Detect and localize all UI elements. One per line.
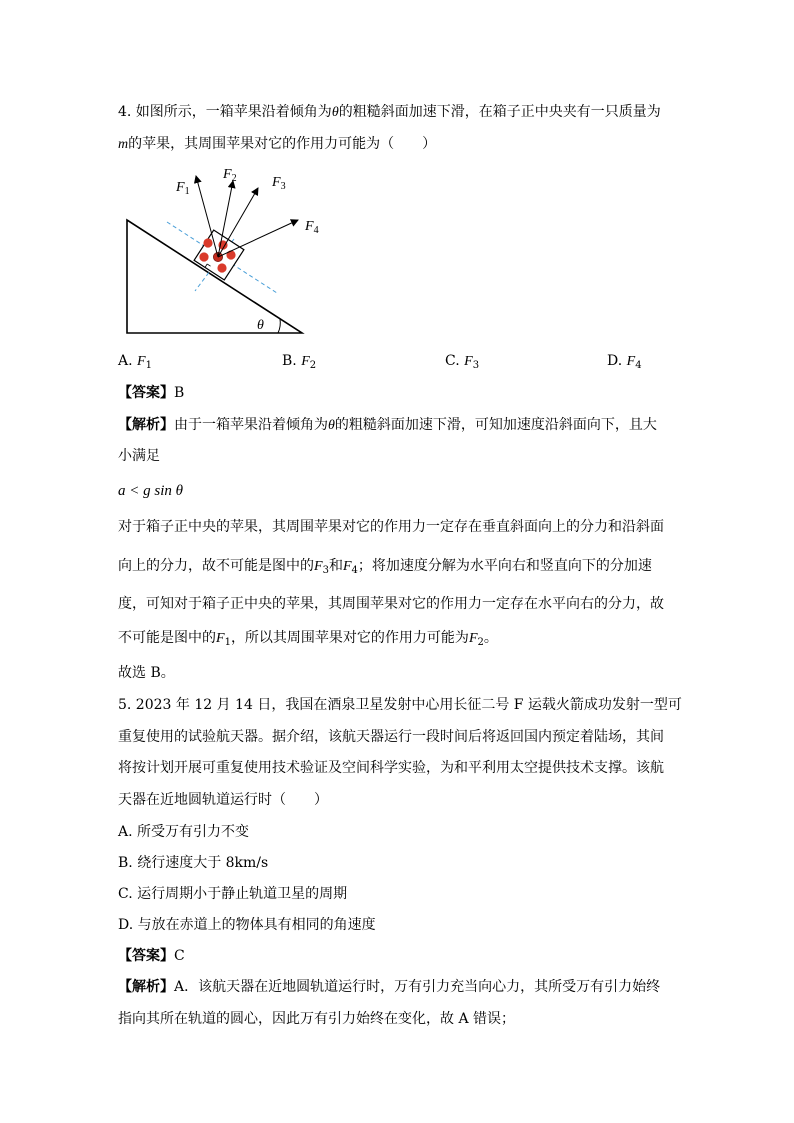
q5-stem-line-4: 天器在近地圆轨道运行时（ ）	[118, 792, 328, 808]
angle-label: θ	[257, 318, 264, 333]
q5-option-c[interactable]: C. 运行周期小于静止轨道卫星的周期	[118, 886, 348, 902]
q5-option-b[interactable]: B. 绕行速度大于 8km/s	[118, 855, 269, 871]
q5-analysis-line-2: 指向其所在轨道的圆心，因此万有引力始终在变化，故 A 错误；	[118, 1011, 516, 1027]
q4-analysis-line-2: 小满足	[118, 448, 160, 464]
apple	[226, 250, 235, 259]
q5-analysis-line-1: 【解析】A．该航天器在近地圆轨道运行时，万有引力充当向心力，其所受万有引力始终	[118, 979, 661, 995]
q4-option-a[interactable]: A. $F_1$	[118, 353, 152, 371]
apple	[199, 252, 208, 261]
q5-answer: 【答案】C	[118, 948, 185, 964]
q4-analysis-line-6: 度，可知对于箱子正中央的苹果，其周围苹果对它的作用力一定存在水平向右的分力，故	[118, 596, 664, 612]
force-label-f3: $F_3$	[272, 175, 286, 192]
apple	[217, 263, 226, 272]
q5-stem-line-2: 重复使用的试验航天器。据介绍，该航天器运行一段时间后将返回国内预定着陆场，其间	[118, 729, 664, 745]
q4-stem-line-2: m的苹果，其周围苹果对它的作用力可能为（ ）	[118, 136, 437, 152]
q4-analysis-line-4: 对于箱子正中央的苹果，其周围苹果对它的作用力一定存在垂直斜面向上的分力和沿斜面	[118, 519, 664, 535]
q4-stem-line-1: 4. 如图所示，一箱苹果沿着倾角为θ的粗糙斜面加速下滑，在箱子正中央夹有一只质量为	[118, 104, 661, 120]
q5-option-d[interactable]: D. 与放在赤道上的物体具有相同的角速度	[118, 917, 376, 933]
q4-formula: a < g sin θ	[118, 483, 183, 499]
force-label-f1: $F_1$	[176, 180, 190, 197]
force-label-f2: $F_2$	[223, 167, 237, 184]
force-label-f4: $F_4$	[305, 219, 319, 236]
q4-option-b[interactable]: B. $F_2$	[282, 353, 317, 371]
q5-stem-line-1: 5. 2023 年 12 月 14 日，我国在酒泉卫星发射中心用长征二号 F 运载火箭成功发射一型可	[118, 697, 682, 713]
angle-arc	[278, 319, 280, 333]
q5-option-a[interactable]: A. 所受万有引力不变	[118, 824, 250, 840]
q4-answer: 【答案】B	[118, 385, 185, 401]
q5-stem-line-3: 将按计划开展可重复使用技术验证及空间科学实验，为和平利用太空提供技术支撑。该航	[118, 760, 664, 776]
force-arrow-f4	[218, 220, 298, 257]
q4-analysis-line-7: 不可能是图中的$F_1$，所以其周围苹果对它的作用力可能为$F_2$。	[118, 630, 498, 648]
apple	[203, 238, 212, 247]
q4-option-d[interactable]: D. $F_4$	[607, 353, 642, 371]
q4-analysis-line-1: 【解析】由于一箱苹果沿着倾角为θ的粗糙斜面加速下滑，可知加速度沿斜面向下，且大	[118, 417, 657, 433]
mass-symbol: m	[118, 137, 129, 152]
theta-symbol: θ	[331, 105, 339, 120]
q4-option-c[interactable]: C. $F_3$	[445, 353, 480, 371]
q4-conclusion: 故选 B。	[118, 665, 175, 681]
incline-force-diagram	[118, 160, 348, 340]
q4-analysis-line-5: 向上的分力，故不可能是图中的$F_3$和$F_4$；将加速度分解为水平向右和竖直向下的分加速	[118, 558, 652, 576]
